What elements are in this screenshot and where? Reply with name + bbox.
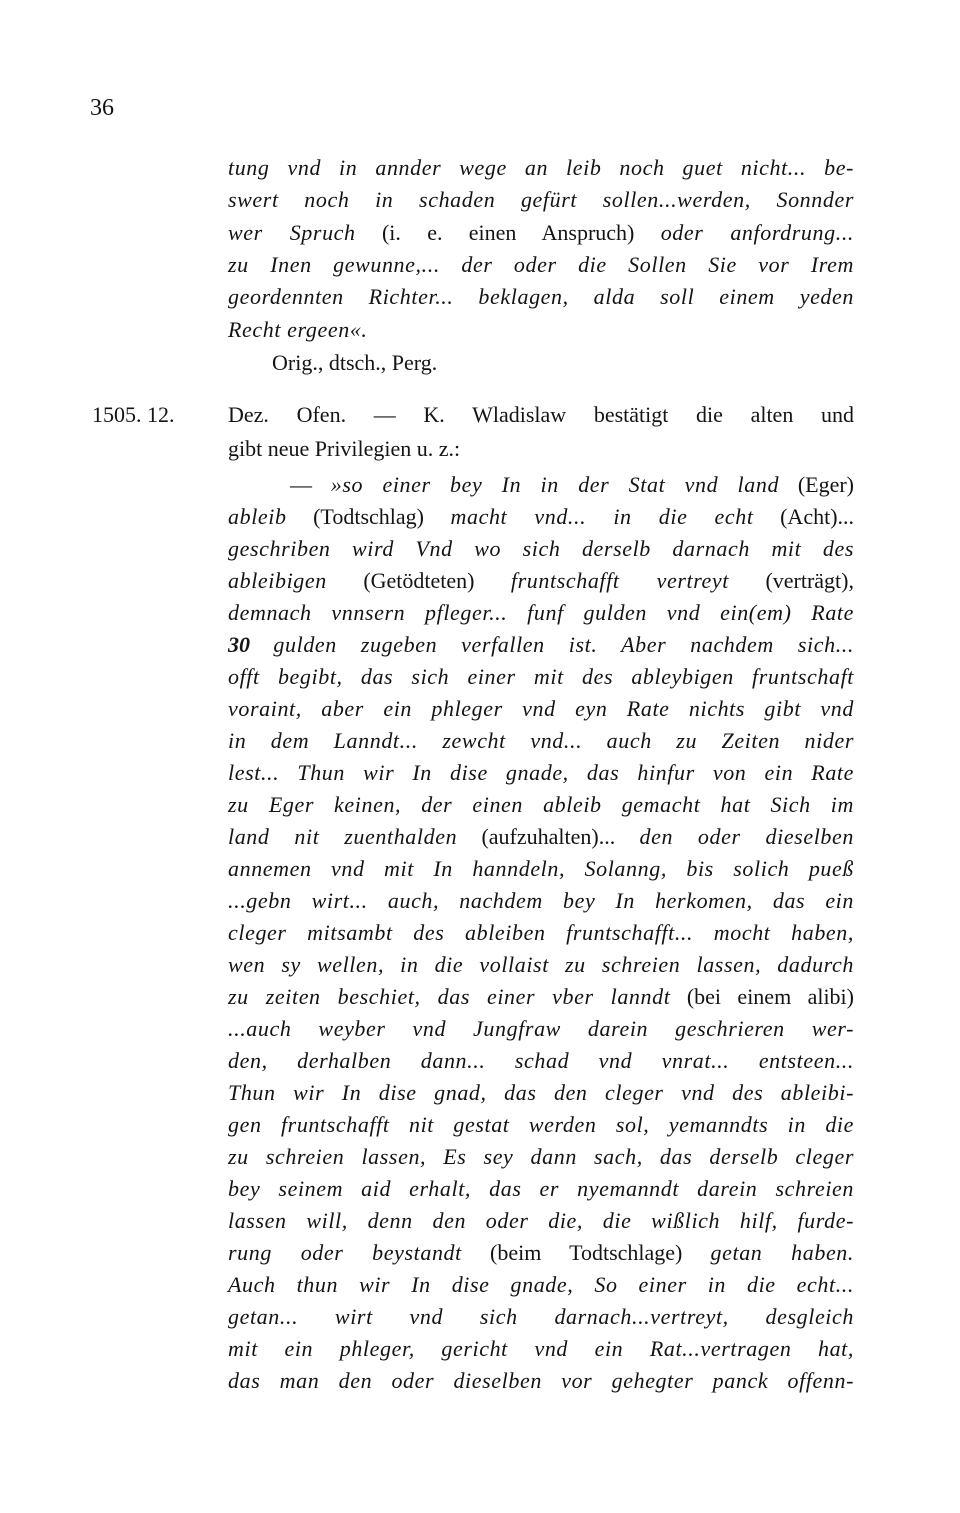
roman-text: (i. e. einen Anspruch) [381, 220, 635, 245]
roman-text: (aufzuhalten)... [481, 824, 616, 849]
italic-text: offt begibt, das sich einer mit des ableybigen fruntschaft [228, 664, 854, 689]
italic-text: tung vnd in annder wege an leib noch guet nicht... be- [228, 155, 854, 180]
roman-text: (Acht)... [780, 504, 855, 529]
source-note [272, 349, 854, 377]
roman-text: (beim Todtschlage) [490, 1240, 683, 1265]
entry-heading-line [228, 401, 854, 429]
roman-text: (Todtschlag) [313, 504, 424, 529]
text-line [228, 599, 854, 627]
italic-text: zu schreien lassen, Es sey dann sach, das derselb cleger [228, 1144, 854, 1169]
text-line [228, 1207, 854, 1235]
text-line [228, 251, 854, 279]
italic-text: zu Inen gewunne,... der oder die Sollen Sie vor Irem [228, 252, 854, 277]
italic-text: geordennten Richter... beklagen, alda soll einem yeden [228, 284, 854, 309]
roman-text: (Eger) [797, 472, 854, 497]
italic-text: ableib [228, 504, 287, 529]
italic-text: Auch thun wir In dise gnade, So einer in die echt... [228, 1272, 854, 1297]
text-line [228, 1111, 854, 1139]
italic-text: lassen will, denn den oder die, die wißlich hilf, furde- [228, 1208, 854, 1233]
roman-text: (bei einem alibi) [686, 984, 854, 1009]
italic-text: wen sy wellen, in die vollaist zu schreien lassen, dadurch [228, 952, 854, 977]
text-line [228, 983, 854, 1011]
text-line [228, 1271, 854, 1299]
text-line [228, 1143, 854, 1171]
text-line [228, 919, 854, 947]
italic-text: wer Spruch [228, 220, 356, 245]
text-line [228, 1047, 854, 1075]
roman-text: gibt neue Privilegien u. z.: [228, 436, 461, 461]
text-line [228, 283, 854, 311]
text-line [228, 1335, 854, 1363]
italic-text: gulden zugeben verfallen ist. Aber nachdem sich... [273, 632, 854, 657]
italic-text: cleger mitsambt des ableiben fruntschafft... mocht haben, [228, 920, 854, 945]
text-line [228, 823, 854, 851]
text-line [228, 567, 854, 595]
italic-text: den oder dieselben [639, 824, 854, 849]
italic-text: swert noch in schaden gefürt sollen...werden, Sonnder [228, 187, 854, 212]
text-line [290, 471, 854, 499]
italic-text: bey seinem aid erhalt, das er nyemanndt darein schreien [228, 1176, 854, 1201]
text-line [228, 503, 854, 531]
text-line [228, 631, 854, 659]
italic-text: zu Eger keinen, der einen ableib gemacht hat Sich im [228, 792, 854, 817]
text-line [228, 316, 854, 344]
italic-text: lest... Thun wir In dise gnade, das hinfur von ein Rate [228, 760, 854, 785]
italic-text: geschriben wird Vnd wo sich derselb darnach mit des [228, 536, 854, 561]
text-line [228, 1079, 854, 1107]
italic-text: getan... wirt vnd sich darnach...vertreyt, desgleich [228, 1304, 854, 1329]
italic-text: mit ein phleger, gericht vnd ein Rat...vertragen hat, [228, 1336, 854, 1361]
italic-text: ...auch weyber vnd Jungfraw darein geschrieren wer- [228, 1016, 854, 1041]
text-line [228, 154, 854, 182]
text-line [228, 1175, 854, 1203]
roman-text: (Getödteten) [363, 568, 475, 593]
roman-text: Orig., dtsch., Perg. [272, 350, 438, 375]
text-line [228, 1367, 854, 1395]
entry-heading-line [228, 435, 854, 463]
italic-text: fruntschafft vertreyt [510, 568, 729, 593]
italic-text: gen fruntschafft nit gestat werden sol, yemanndts in die [228, 1112, 854, 1137]
italic-text: oder anfordrung... [660, 220, 855, 245]
italic-text: voraint, aber ein phleger vnd eyn Rate nichts gibt vnd [228, 696, 854, 721]
text-line [228, 759, 854, 787]
page-number: 36 [90, 95, 114, 121]
italic-text: rung oder beystandt [228, 1240, 462, 1265]
italic-text: Recht ergeen«. [228, 317, 368, 342]
text-line [228, 791, 854, 819]
text-line [228, 1015, 854, 1043]
italic-text: getan haben. [710, 1240, 855, 1265]
italic-text: ...gebn wirt... auch, nachdem bey In herkomen, das ein [228, 888, 854, 913]
text-line [228, 1303, 854, 1331]
italic-text: »so einer bey In in der Stat vnd land [330, 472, 780, 497]
text-line [228, 219, 854, 247]
italic-text: den, derhalben dann... schad vnd vnrat... entsteen... [228, 1048, 854, 1073]
italic-text: demnach vnnsern pfleger... funf gulden vnd ein(em) Rate [228, 600, 854, 625]
italic-text: annemen vnd mit In hanndeln, Solanng, bis solich pueß [228, 856, 854, 881]
text-line [228, 186, 854, 214]
text-line [228, 887, 854, 915]
entry-date: 1505. 12. [92, 402, 175, 427]
text-line [228, 535, 854, 563]
italic-text: in dem Lanndt... zewcht vnd... auch zu Zeiten nider [228, 728, 854, 753]
italic-text: zu zeiten beschiet, das einer vber lanndt [228, 984, 671, 1009]
text-line [228, 1239, 854, 1267]
roman-text: (verträgt), [765, 568, 854, 593]
italic-text: macht vnd... in die echt [450, 504, 754, 529]
text-line [228, 695, 854, 723]
text-line [228, 727, 854, 755]
text-line [228, 855, 854, 883]
italic-text: ableibigen [228, 568, 327, 593]
bold-number: 30 [228, 632, 250, 657]
text-line [228, 951, 854, 979]
text-line [228, 663, 854, 691]
italic-text: das man den oder dieselben vor gehegter panck offenn- [228, 1368, 854, 1393]
italic-text: land nit zuenthalden [228, 824, 458, 849]
italic-text: Thun wir In dise gnad, das den cleger vnd des ableibi- [228, 1080, 854, 1105]
roman-text: Dez. Ofen. — K. Wladislaw bestätigt die alten und [228, 402, 854, 427]
roman-text: — [290, 472, 312, 497]
